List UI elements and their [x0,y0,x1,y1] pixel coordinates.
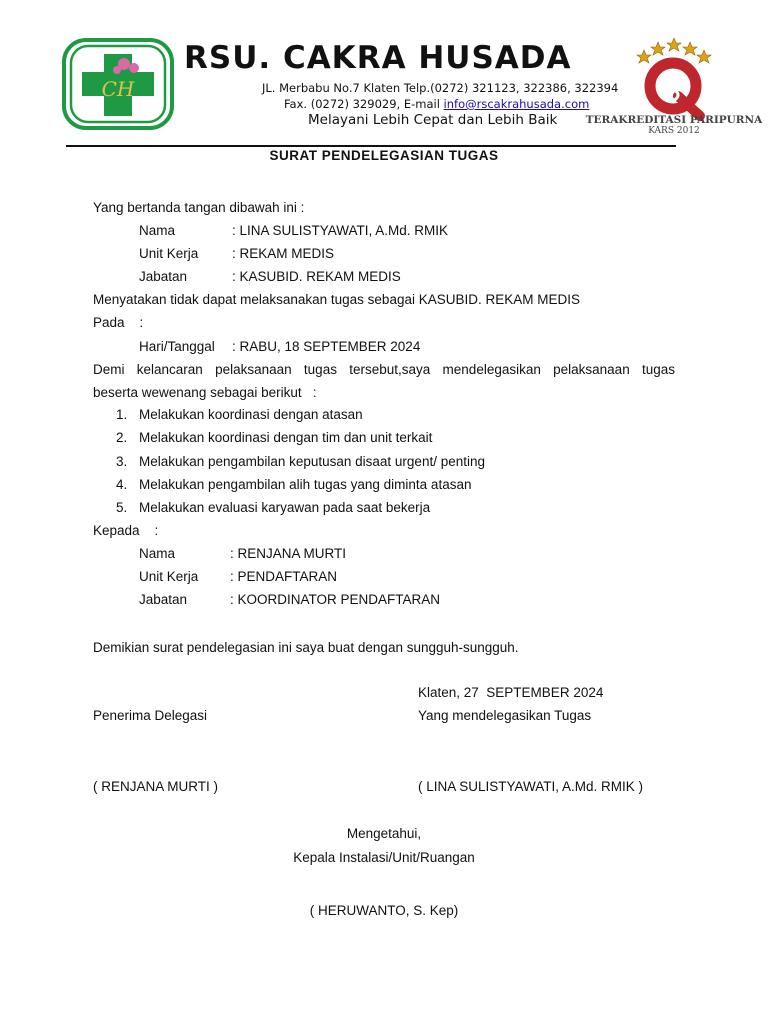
delegator-label: Yang mendelegasikan Tugas [418,708,592,723]
delegator-name-label: Nama [139,223,176,238]
closing-text: Demikian surat pendelegasian ini saya buat dengan sungguh-sungguh. [93,640,519,655]
star-icon [667,38,681,51]
accreditation-text: TERAKREDITASI PARIPURNA [585,114,763,126]
header-divider [66,145,676,147]
org-name: RSU. CAKRA HUSADA [184,40,572,76]
receiver-signature-name: ( RENJANA MURTI ) [93,779,219,794]
logo-monogram: CH [101,77,135,101]
date-value: : RABU, 18 SEPTEMBER 2024 [232,339,421,354]
acknowledgement-label: Mengetahui, [346,826,422,841]
delegate-position-label: Jabatan [139,592,188,607]
delegate-name-value: : RENJANA MURTI [230,546,347,561]
document-title: SURAT PENDELEGASIAN TUGAS [269,148,499,163]
task-item: Melakukan evaluasi karyawan pada saat bekerja [139,500,431,515]
delegator-position-label: Jabatan [139,269,188,284]
task-number: 5. [116,500,128,515]
hospital-cross-logo [62,38,174,130]
task-item: Melakukan pengambilan alih tugas yang diminta atasan [139,477,472,492]
task-number: 1. [116,407,128,422]
intro-text: Yang bertanda tangan dibawah ini : [93,200,305,215]
task-item: Melakukan koordinasi dengan tim dan unit terkait [139,430,433,445]
email-link[interactable]: info@rscakrahusada.com [443,97,590,111]
place-date: Klaten, 27 SEPTEMBER 2024 [418,685,604,700]
task-number: 4. [116,477,128,492]
accreditation-subtext: KARS 2012 [648,126,700,136]
fax-text: Fax. (0272) 329029, E-mail [284,97,444,111]
task-number: 3. [116,454,128,469]
acknowledgement-name: ( HERUWANTO, S. Kep) [309,903,459,918]
delegate-unit-value: : PENDAFTARAN [230,569,338,584]
star-icon [651,42,665,55]
delegator-unit-label: Unit Kerja [139,246,199,261]
reason-line-2: beserta wewenang sebagai berikut : [93,385,317,400]
reason-line-1: Demi kelancaran pelaksanaan tugas tersebut,saya mendelegasikan pelaksanaan tugas [93,362,675,377]
delegate-position-value: : KOORDINATOR PENDAFTARAN [230,592,441,607]
statement-text: Menyatakan tidak dapat melaksanakan tugas sebagai KASUBID. REKAM MEDIS [93,292,580,307]
accreditation-logo [585,34,763,136]
star-icon [697,50,711,63]
address-line-1: JL. Merbabu No.7 Klaten Telp.(0272) 321123, 322386, 322394 [262,81,619,95]
delegator-signature-name: ( LINA SULISTYAWATI, A.Md. RMIK ) [418,779,644,794]
delegator-name-value: : LINA SULISTYAWATI, A.Md. RMIK [232,223,449,238]
task-item: Melakukan koordinasi dengan atasan [139,407,363,422]
address-line-2 [284,97,589,111]
task-number: 2. [116,430,128,445]
kepada-label: Kepada : [93,523,159,538]
receiver-label: Penerima Delegasi [93,708,208,723]
delegate-unit-label: Unit Kerja [139,569,199,584]
star-icon [683,42,697,55]
task-item: Melakukan pengambilan keputusan disaat urgent/ penting [139,454,485,469]
tagline: Melayani Lebih Cepat dan Lebih Baik [308,112,558,128]
delegator-position-value: : KASUBID. REKAM MEDIS [232,269,401,284]
pada-label: Pada : [93,315,144,330]
delegate-name-label: Nama [139,546,176,561]
date-label: Hari/Tanggal [139,339,215,354]
delegator-unit-value: : REKAM MEDIS [232,246,335,261]
acknowledgement-role: Kepala Instalasi/Unit/Ruangan [293,850,475,865]
star-icon [637,50,651,63]
